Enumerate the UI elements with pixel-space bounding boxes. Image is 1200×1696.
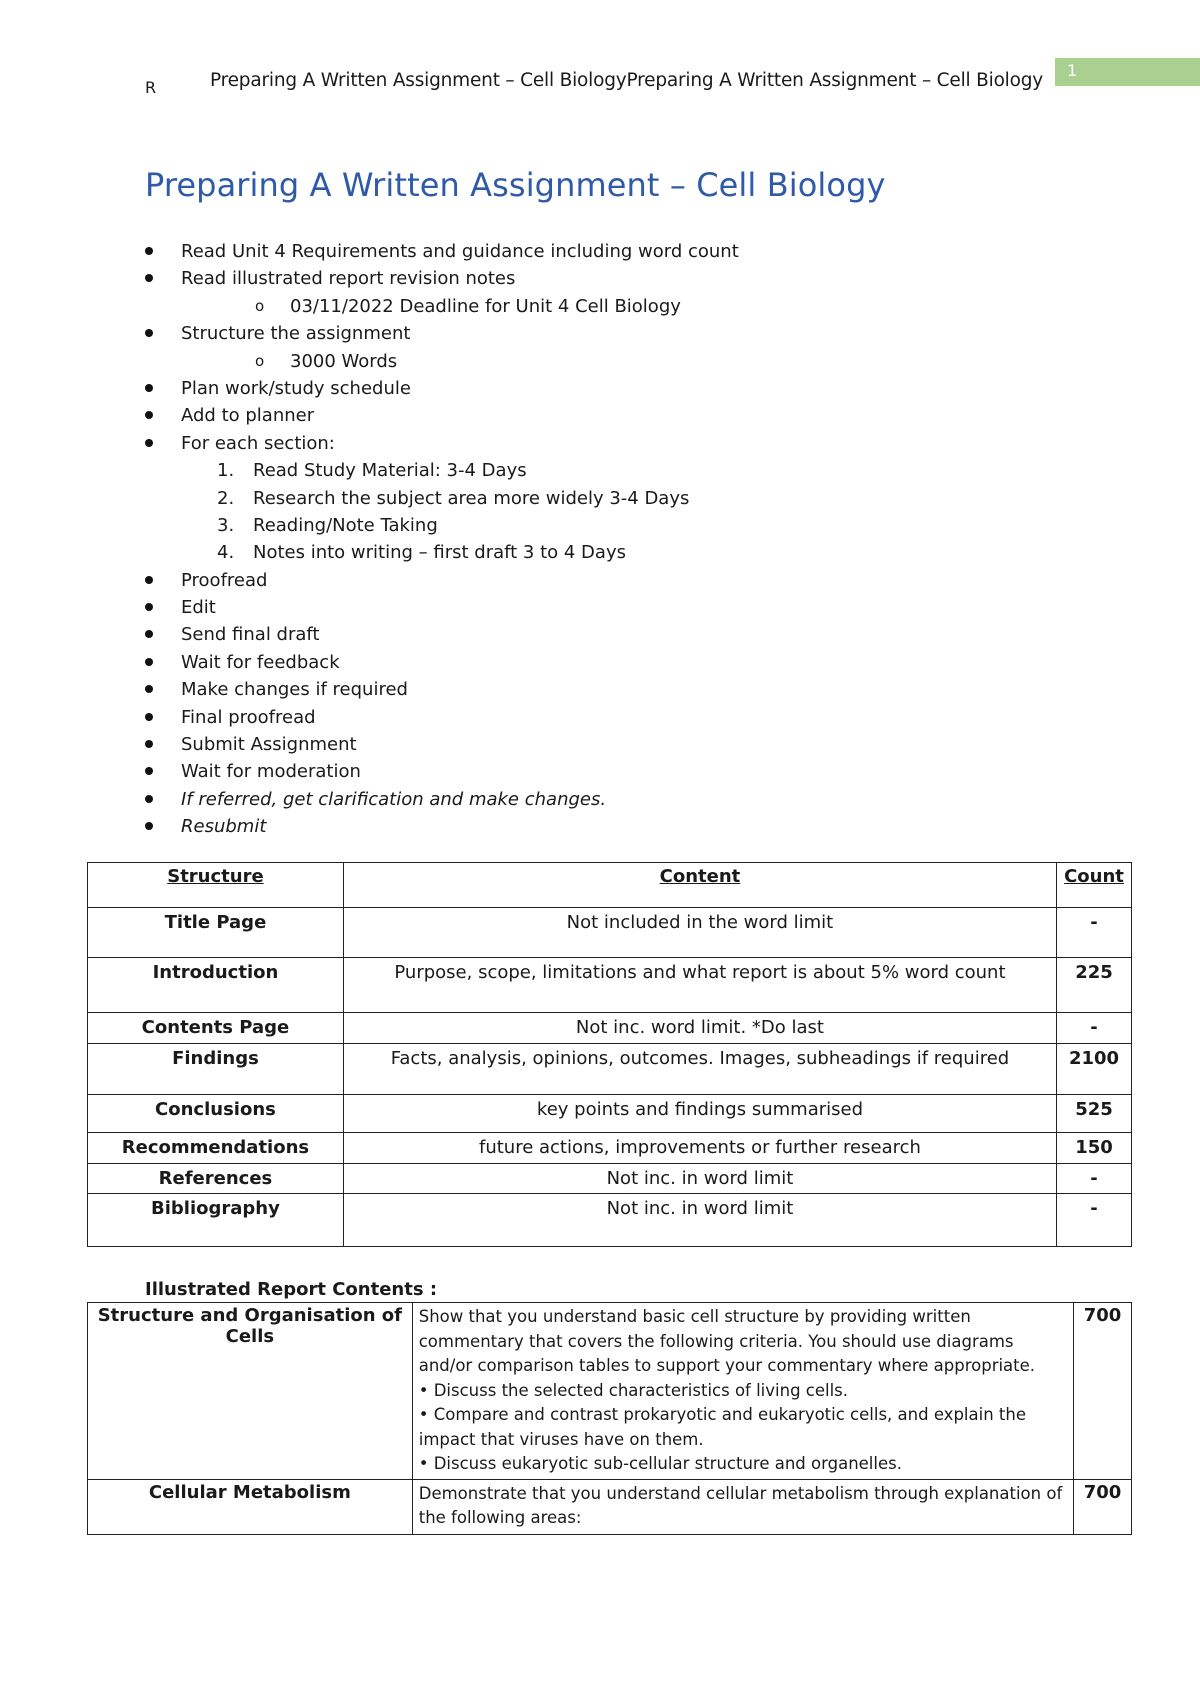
report-contents-table — [87, 1302, 1132, 1535]
count-cell: 525 — [1057, 1095, 1132, 1133]
step-text: Research the subject area more widely 3-4 Days — [253, 487, 690, 509]
table-row — [88, 908, 1132, 958]
description-line: Demonstrate that you understand cellular metabolism through explanation of — [418, 1483, 1063, 1503]
step-number: 4. — [217, 542, 235, 564]
count-cell: 700 — [1073, 1303, 1131, 1480]
bullet-icon — [145, 713, 153, 721]
bullet-icon — [145, 384, 153, 392]
structure-cell: Title Page — [88, 908, 344, 958]
count-cell: - — [1057, 908, 1132, 958]
table-row — [88, 1095, 1132, 1133]
bullet-icon — [145, 630, 153, 638]
table-row — [88, 1133, 1132, 1164]
structure-cell: Introduction — [88, 958, 344, 1013]
list-item-text: If referred, get clarification and make changes. — [181, 788, 607, 810]
step-text: Notes into writing – first draft 3 to 4 Days — [253, 542, 626, 564]
content-cell: Not inc. in word limit — [343, 1164, 1056, 1194]
list-item-text: Make changes if required — [181, 679, 408, 701]
bullet-icon — [145, 658, 153, 666]
table-row — [88, 958, 1132, 1013]
structure-cell: Findings — [88, 1044, 344, 1095]
sub-list-item-text: 3000 Words — [290, 350, 398, 372]
section-title-line: Structure and Organisation of — [97, 1305, 403, 1326]
bullet-icon — [145, 411, 153, 419]
bullet-icon — [145, 329, 153, 337]
table-row — [88, 1013, 1132, 1044]
step-number: 3. — [217, 514, 235, 536]
step-number: 1. — [217, 460, 235, 482]
table-row — [88, 1303, 1132, 1480]
sub-bullet-icon: o — [255, 296, 265, 315]
structure-cell: Contents Page — [88, 1013, 344, 1044]
content-cell: key points and findings summarised — [343, 1095, 1056, 1133]
list-item-text: Final proofread — [181, 706, 316, 728]
table-row — [88, 1044, 1132, 1095]
list-item-text: Proofread — [181, 569, 268, 591]
list-item-text: Add to planner — [181, 405, 315, 427]
table-row — [88, 1194, 1132, 1247]
content-cell: Purpose, scope, limitations and what report is about 5% word count — [343, 958, 1056, 1013]
description-line: and/or comparison tables to support your commentary where appropriate. — [418, 1356, 1036, 1375]
content-cell: Not inc. in word limit — [343, 1194, 1056, 1247]
document-title: Preparing A Written Assignment – Cell Biology — [145, 166, 886, 204]
section-cell: Cellular Metabolism — [88, 1479, 413, 1534]
page-number: 1 — [1067, 61, 1078, 80]
table-row — [88, 1164, 1132, 1194]
structure-cell: Conclusions — [88, 1095, 344, 1133]
running-header: Preparing A Written Assignment – Cell BiologyPreparing A Written Assignment – Cell Biology — [210, 70, 1044, 91]
count-cell: - — [1057, 1164, 1132, 1194]
list-item-text: Edit — [181, 597, 216, 619]
bullet-icon — [145, 685, 153, 693]
content-cell: Not included in the word limit — [343, 908, 1056, 958]
step-number: 2. — [217, 487, 235, 509]
bullet-icon — [145, 603, 153, 611]
table-row — [88, 1479, 1132, 1534]
list-item-text: Read illustrated report revision notes — [181, 268, 516, 290]
count-cell: - — [1057, 1013, 1132, 1044]
step-text: Reading/Note Taking — [253, 514, 438, 536]
description-line: impact that viruses have on them. — [418, 1429, 704, 1449]
content-cell: Facts, analysis, opinions, outcomes. Images, subheadings if required — [343, 1044, 1056, 1095]
bullet-icon — [145, 822, 153, 830]
column-header-structure: Structure — [88, 863, 344, 908]
list-item-text: Send final draft — [181, 624, 320, 646]
table-header-row — [88, 863, 1132, 908]
structure-table — [87, 862, 1132, 1247]
list-item-text: For each section: — [181, 432, 335, 454]
page-number-box — [1055, 58, 1200, 86]
bullet-icon — [145, 247, 153, 255]
structure-cell: Recommendations — [88, 1133, 344, 1164]
bullet-icon — [145, 767, 153, 775]
description-line: • Discuss eukaryotic sub-cellular structure and organelles. — [418, 1454, 902, 1473]
description-cell — [412, 1303, 1073, 1480]
structure-cell: References — [88, 1164, 344, 1194]
bullet-icon — [145, 439, 153, 447]
sub-bullet-icon: o — [255, 351, 265, 370]
section-title-line: Cells — [225, 1326, 275, 1347]
bullet-icon — [145, 274, 153, 282]
structure-cell: Bibliography — [88, 1194, 344, 1247]
bullet-icon — [145, 576, 153, 584]
count-cell: 2100 — [1057, 1044, 1132, 1095]
count-cell: 150 — [1057, 1133, 1132, 1164]
report-contents-caption: Illustrated Report Contents : — [145, 1279, 438, 1300]
description-line: • Discuss the selected characteristics of living cells. — [418, 1380, 849, 1400]
list-item-text: Wait for feedback — [181, 651, 340, 673]
list-item-text: Read Unit 4 Requirements and guidance including word count — [181, 241, 739, 262]
header-initial: R — [145, 78, 157, 97]
sub-list-item-text: 03/11/2022 Deadline for Unit 4 Cell Biology — [290, 295, 681, 317]
count-cell: 700 — [1073, 1479, 1131, 1534]
description-line: Show that you understand basic cell structure by providing written — [418, 1307, 971, 1326]
column-header-content: Content — [343, 863, 1056, 908]
description-cell — [412, 1479, 1073, 1534]
description-line: the following areas: — [418, 1508, 582, 1527]
description-line: commentary that covers the following criteria. You should use diagrams — [418, 1331, 1014, 1351]
list-item-text: Submit Assignment — [181, 734, 357, 756]
content-cell: Not inc. word limit. *Do last — [343, 1013, 1056, 1044]
list-item-text: Resubmit — [181, 816, 267, 838]
count-cell: 225 — [1057, 958, 1132, 1013]
list-item-text: Structure the assignment — [181, 323, 411, 345]
bullet-icon — [145, 740, 153, 748]
list-item-text: Wait for moderation — [181, 761, 361, 783]
content-cell: future actions, improvements or further research — [343, 1133, 1056, 1164]
list-item-text: Plan work/study schedule — [181, 377, 411, 399]
count-cell: - — [1057, 1194, 1132, 1247]
step-text: Read Study Material: 3-4 Days — [253, 460, 527, 482]
description-line: • Compare and contrast prokaryotic and eukaryotic cells, and explain the — [418, 1405, 1026, 1424]
section-cell — [88, 1303, 413, 1480]
bullet-icon — [145, 795, 153, 803]
column-header-count: Count — [1057, 863, 1132, 908]
